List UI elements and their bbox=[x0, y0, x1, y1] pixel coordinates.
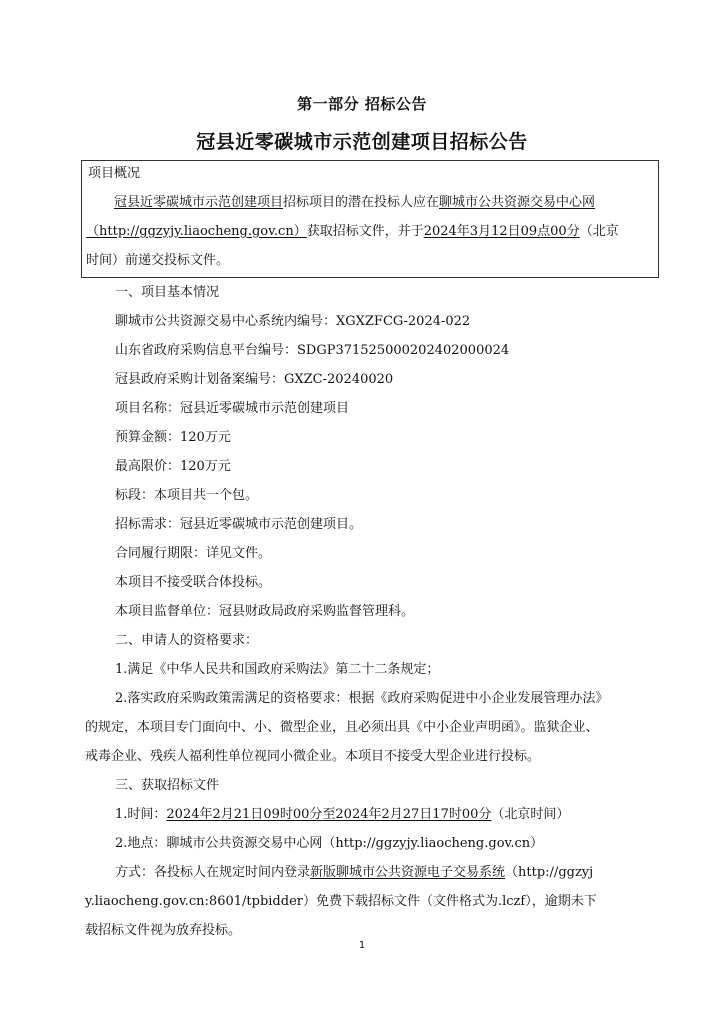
project-name: 项目名称：冠县近零碳城市示范创建项目 bbox=[115, 401, 350, 416]
requirement-2-line-3: 戒毒企业、残疾人福利性单位视同小微企业。本项目不接受大型企业进行投标。 bbox=[85, 749, 541, 764]
overview-line-2 bbox=[86, 223, 619, 241]
time-zone: （北京时间） bbox=[491, 807, 570, 822]
lot-info: 标段：本项目共一个包。 bbox=[115, 488, 259, 503]
section2-heading: 二、申请人的资格要求： bbox=[115, 633, 259, 648]
acquire-time bbox=[115, 806, 569, 824]
method-text: 方式：各投标人在规定时间内登录 bbox=[115, 865, 311, 880]
overview-line-3: 时间）前递交投标文件。 bbox=[86, 253, 230, 268]
platform-number: 山东省政府采购信息平台编号：SDGP371525000202402000024 bbox=[115, 343, 510, 358]
overview-platform-name: 聊城市公共资源交易中心网 bbox=[439, 195, 596, 210]
plan-number: 冠县政府采购计划备案编号：GXZC-20240020 bbox=[115, 372, 394, 387]
overview-text: 招标项目的潜在投标人应在 bbox=[283, 195, 440, 210]
acquire-method-line-1 bbox=[115, 864, 593, 882]
time-label: 1.时间： bbox=[115, 807, 167, 822]
overview-heading: 项目概况 bbox=[88, 166, 141, 181]
part-title: 第一部分 招标公告 bbox=[297, 95, 427, 113]
system-number: 聊城市公共资源交易中心系统内编号：XGXZFCG-2024-022 bbox=[115, 314, 471, 329]
supervisor-unit: 本项目监督单位：冠县财政局政府采购监督管理科。 bbox=[115, 604, 415, 619]
page-number: 1 bbox=[358, 940, 366, 951]
time-to: 至 bbox=[322, 807, 336, 822]
overview-platform-url[interactable]: （http://ggzyjy.liaocheng.gov.cn） bbox=[86, 224, 307, 239]
time-start: 2024年2月21日09时00分 bbox=[166, 807, 323, 822]
consortium-note: 本项目不接受联合体投标。 bbox=[115, 575, 272, 590]
method-url-part: （http://ggzyj bbox=[505, 865, 594, 880]
time-end: 2024年2月27日17时00分 bbox=[335, 807, 492, 822]
acquire-place: 2.地点：聊城市公共资源交易中心网（http://ggzyjy.liaocheng.gov.cn） bbox=[115, 836, 544, 851]
contract-period: 合同履行期限：详见文件。 bbox=[115, 546, 272, 561]
acquire-method-line-3: 载招标文件视为放弃投标。 bbox=[85, 923, 242, 938]
overview-deadline: 2024年3月12日09点00分 bbox=[423, 224, 580, 239]
bid-requirement: 招标需求：冠县近零碳城市示范创建项目。 bbox=[115, 517, 363, 532]
overview-text: 获取招标文件，并于 bbox=[306, 224, 424, 239]
max-price: 最高限价：120万元 bbox=[115, 459, 231, 474]
overview-project-name: 冠县近零碳城市示范创建项目 bbox=[114, 195, 284, 210]
acquire-method-line-2: y.liaocheng.gov.cn:8601/tpbidder）免费下载招标文件（文件格式为.lczf），逾期未下 bbox=[85, 894, 597, 909]
section3-heading: 三、获取招标文件 bbox=[115, 778, 220, 793]
overview-box bbox=[81, 160, 659, 278]
requirement-1: 1.满足《中华人民共和国政府采购法》第二十二条规定； bbox=[115, 662, 440, 677]
trading-system-name[interactable]: 新版聊城市公共资源电子交易系统 bbox=[310, 865, 506, 880]
requirement-2-line-2: 的规定，本项目专门面向中、小、微型企业，且必须出具《中小企业声明函》。监狱企业、 bbox=[85, 720, 599, 735]
section1-heading: 一、项目基本情况 bbox=[115, 285, 220, 300]
document-title: 冠县近零碳城市示范创建项目招标公告 bbox=[196, 131, 528, 153]
overview-line-1 bbox=[114, 194, 595, 212]
overview-text: （北京 bbox=[579, 224, 619, 239]
budget-amount: 预算金额：120万元 bbox=[115, 430, 231, 445]
requirement-2-line-1: 2.落实政府采购政策需满足的资格要求：根据《政府采购促进中小企业发展管理办法》 bbox=[115, 691, 609, 706]
